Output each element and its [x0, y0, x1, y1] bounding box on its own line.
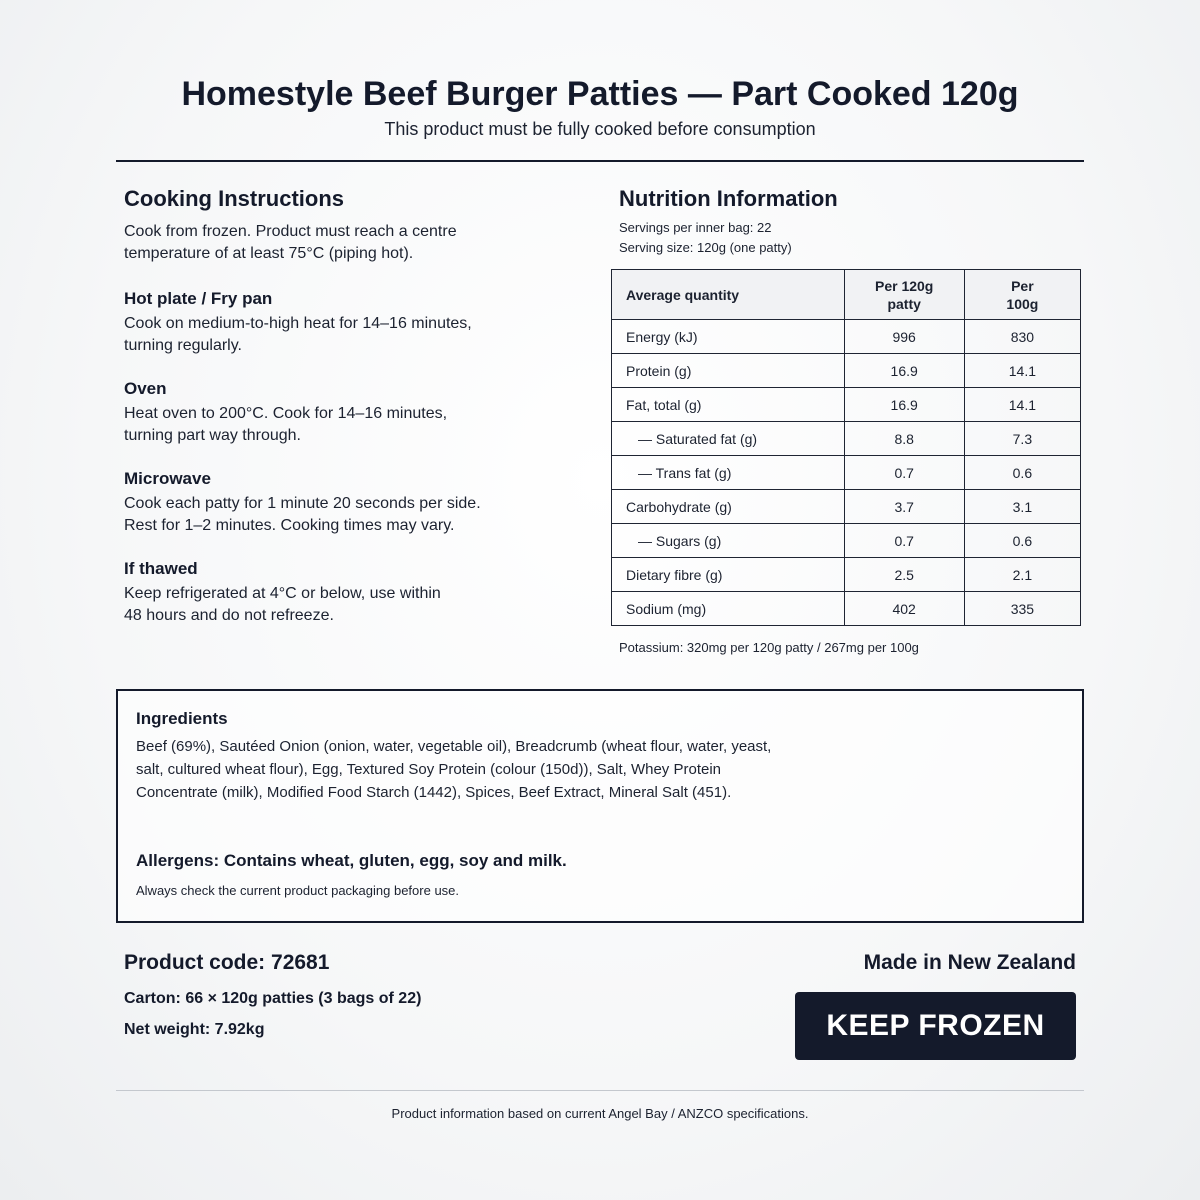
ingredients-line: Concentrate (milk), Modified Food Starch (1442), Spices, Beef Extract, Mineral Salt (451).	[136, 784, 732, 801]
cooking-instructions	[124, 186, 584, 624]
column-header	[964, 270, 1080, 320]
per-100g-value: 14.1	[964, 388, 1080, 422]
country-of-origin: Made in New Zealand	[863, 951, 1076, 974]
column-header-line: patty	[887, 295, 921, 312]
nutrient-name: Dietary fibre (g)	[612, 558, 845, 592]
method-title: Microwave	[124, 469, 211, 488]
method-text: Keep refrigerated at 4°C or below, use within	[124, 585, 441, 602]
nutrient-name: Energy (kJ)	[612, 320, 845, 354]
per-serve-value: 8.8	[844, 422, 964, 456]
nutrient-name: Carbohydrate (g)	[612, 490, 845, 524]
method-text: Heat oven to 200°C. Cook for 14–16 minutes,	[124, 405, 448, 422]
method-title: Oven	[124, 379, 167, 398]
method-text: turning part way through.	[124, 427, 301, 444]
serving-size: Serving size: 120g (one patty)	[619, 240, 792, 255]
per-serve-value: 996	[844, 320, 964, 354]
cooking-heading: Cooking Instructions	[124, 186, 344, 211]
per-100g-value: 7.3	[964, 422, 1080, 456]
nutrient-name: — Trans fat (g)	[612, 456, 845, 490]
column-header-line: 100g	[1006, 295, 1039, 312]
nutrition-heading: Nutrition Information	[619, 186, 838, 211]
table-row	[612, 592, 1081, 626]
table-header-row	[612, 270, 1081, 320]
nutrient-name: — Sugars (g)	[612, 524, 845, 558]
ingredients-line: Beef (69%), Sautéed Onion (onion, water, vegetable oil), Breadcrumb (wheat flour, water, yeast,	[136, 738, 772, 755]
ingredients-text	[136, 735, 816, 804]
footer-divider	[116, 1090, 1084, 1091]
cooking-intro-line: temperature of at least 75°C (piping hot).	[124, 245, 414, 262]
per-serve-value: 0.7	[844, 456, 964, 490]
per-serve-value: 16.9	[844, 388, 964, 422]
method-hot-plate	[124, 288, 584, 357]
per-100g-value: 0.6	[964, 524, 1080, 558]
table-row	[612, 422, 1081, 456]
nutrient-name: Protein (g)	[612, 354, 845, 388]
per-100g-value: 14.1	[964, 354, 1080, 388]
table-row	[612, 320, 1081, 354]
table-row	[612, 524, 1081, 558]
nutrition-table	[611, 269, 1081, 626]
cooking-intro-line: Cook from frozen. Product must reach a centre	[124, 223, 457, 240]
per-100g-value: 0.6	[964, 456, 1080, 490]
per-100g-value: 830	[964, 320, 1080, 354]
table-row	[612, 558, 1081, 592]
per-serve-value: 3.7	[844, 490, 964, 524]
ingredients-heading: Ingredients	[136, 709, 228, 728]
method-text: Cook on medium-to-high heat for 14–16 minutes,	[124, 315, 472, 332]
column-header-line: Per	[1011, 277, 1034, 294]
method-microwave	[124, 468, 584, 537]
packaging-note: Always check the current product packaging before use.	[136, 883, 460, 898]
table-row	[612, 456, 1081, 490]
method-text: turning regularly.	[124, 337, 242, 354]
carton-info: Carton: 66 × 120g patties (3 bags of 22)	[124, 990, 422, 1007]
method-text: Cook each patty for 1 minute 20 seconds per side.	[124, 495, 481, 512]
per-100g-value: 335	[964, 592, 1080, 626]
servings-per-bag: Servings per inner bag: 22	[619, 220, 772, 235]
per-100g-value: 2.1	[964, 558, 1080, 592]
method-title: Hot plate / Fry pan	[124, 289, 273, 308]
per-serve-value: 2.5	[844, 558, 964, 592]
method-if-thawed	[124, 558, 584, 627]
allergens-statement: Allergens: Contains wheat, gluten, egg, soy and milk.	[136, 851, 567, 870]
nutrient-name: — Saturated fat (g)	[612, 422, 845, 456]
per-serve-value: 16.9	[844, 354, 964, 388]
method-text: Rest for 1–2 minutes. Cooking times may vary.	[124, 517, 455, 534]
table-row	[612, 490, 1081, 524]
ingredients-box	[116, 689, 1084, 923]
column-header	[844, 270, 964, 320]
header-divider	[116, 160, 1084, 162]
nutrient-name: Sodium (mg)	[612, 592, 845, 626]
cooking-intro	[124, 221, 584, 265]
table-row	[612, 388, 1081, 422]
nutrition-information	[619, 186, 1089, 655]
ingredients-line: salt, cultured wheat flour), Egg, Textured Soy Protein (colour (150d)), Salt, Whey Protein	[136, 761, 721, 778]
method-text: 48 hours and do not refreeze.	[124, 607, 334, 624]
potassium-note: Potassium: 320mg per 120g patty / 267mg per 100g	[619, 640, 919, 655]
per-serve-value: 402	[844, 592, 964, 626]
per-serve-value: 0.7	[844, 524, 964, 558]
product-spec-sheet	[116, 0, 1084, 1200]
column-header-line: Per 120g	[874, 277, 934, 294]
column-header: Average quantity	[612, 270, 845, 320]
method-oven	[124, 378, 584, 447]
footer-note: Product information based on current Angel Bay / ANZCO specifications.	[391, 1106, 809, 1121]
table-row	[612, 354, 1081, 388]
method-title: If thawed	[124, 559, 198, 578]
net-weight: Net weight: 7.92kg	[124, 1021, 265, 1038]
nutrient-name: Fat, total (g)	[612, 388, 845, 422]
page-title: Homestyle Beef Burger Patties — Part Cooked 120g	[181, 75, 1019, 113]
product-code: Product code: 72681	[124, 951, 330, 974]
keep-frozen-badge: KEEP FROZEN	[795, 992, 1076, 1060]
per-100g-value: 3.1	[964, 490, 1080, 524]
page-subtitle: This product must be fully cooked before consumption	[384, 119, 816, 139]
